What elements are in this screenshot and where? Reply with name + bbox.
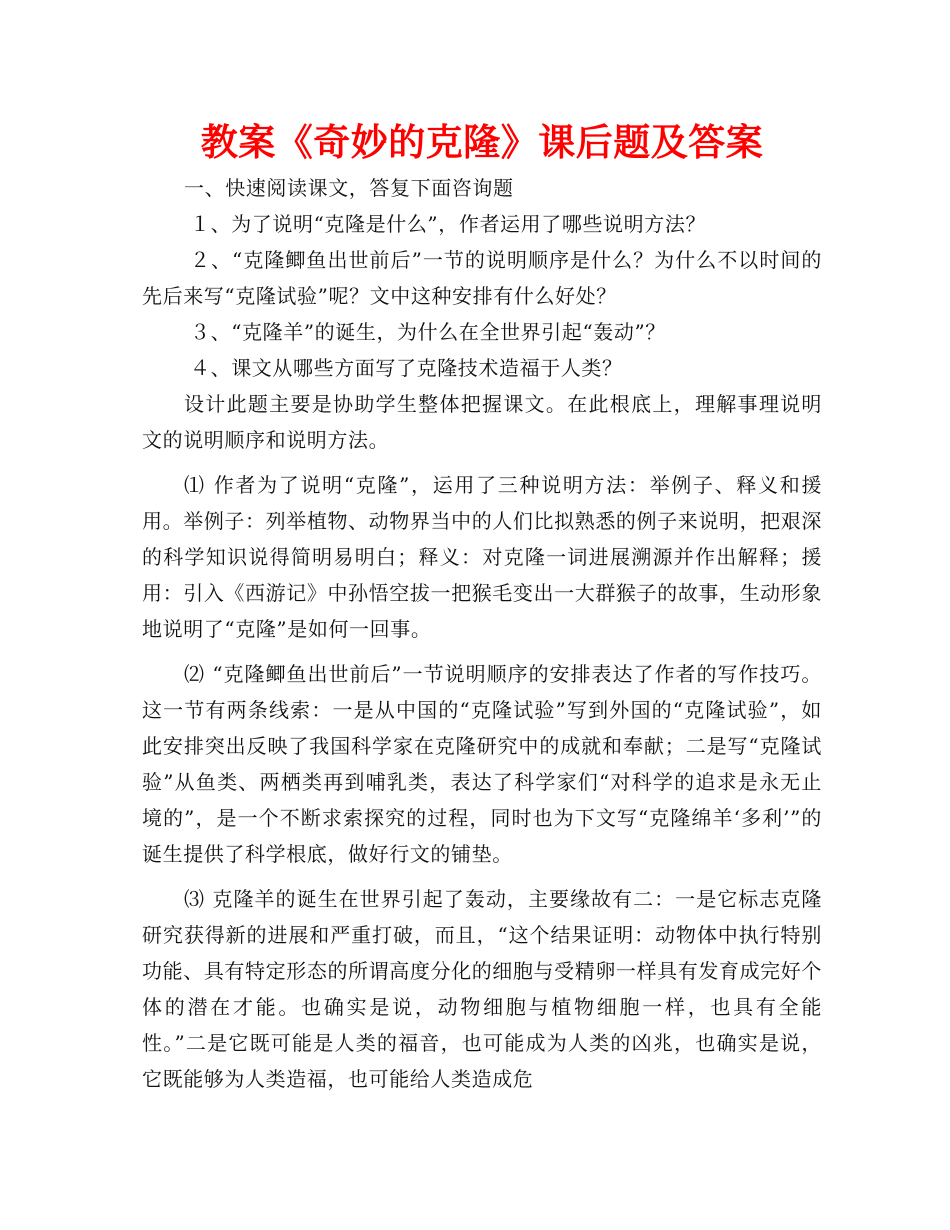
question-2: ２、“克隆鲫鱼出世前后”一节的说明顺序是什么？为什么不以时间的先后来写“克隆试验”呢？文中这种安排有什么好处？ [142,248,822,308]
question-3: ３、“克隆羊”的诞生，为什么在全世界引起“轰动”？ [190,320,666,344]
answer-2-paragraph: ⑵ “克隆鲫鱼出世前后”一节说明顺序的安排表达了作者的写作技巧。这一节有两条线索：一是从中国的“克隆试验”写到外国的“克隆试验”，如此安排突出反映了我国科学家在克隆研究中的成就和奉献；二是写“克隆试验”从鱼类、两栖类再到哺乳类，表达了科学家们“对科学的追求是永无止境的”，是一个不断求索探究的过程，同时也为下文写“克隆绵羊‘多利’”的诞生提供了科学根底，做好行文的铺垫。 [142,662,822,866]
document-body [142,118,822,1097]
section-heading: 一、快速阅读课文，答复下面咨询题 [184,176,514,200]
answer-3-paragraph: ⑶ 克隆羊的诞生在世界引起了轰动，主要缘故有二：一是它标志克隆研究获得新的进展和严重打破，而且，“这个结果证明：动物体中执行特别功能、具有特定形态的所谓高度分化的细胞与受精卵一样具有发育成完好个体的潜在才能。也确实是说，动物细胞与植物细胞一样，也具有全能性。”二是它既可能是人类的福音，也可能成为人类的凶兆，也确实是说，它既能够为人类造福，也可能给人类造成危 [142,887,822,1091]
document-title: 教案《奇妙的克隆》课后题及答案 [200,121,764,164]
design-note-paragraph: 设计此题主要是协助学生整体把握课文。在此根底上，理解事理说明文的说明顺序和说明方法。 [142,392,822,452]
answer-1-paragraph: ⑴ 作者为了说明“克隆”，运用了三种说明方法：举例子、释义和援用。举例子：列举植物、动物界当中的人们比拟熟悉的例子来说明，把艰深的科学知识说得简明易明白；释义：对克隆一词进展溯源并作出解释；援用：引入《西游记》中孙悟空拔一把猴毛变出一大群猴子的故事，生动形象地说明了“克隆”是如何一回事。 [142,473,822,641]
question-1: １、为了说明“克隆是什么”，作者运用了哪些说明方法？ [190,212,707,236]
question-4: ４、课文从哪些方面写了克隆技术造福于人类？ [190,356,623,380]
